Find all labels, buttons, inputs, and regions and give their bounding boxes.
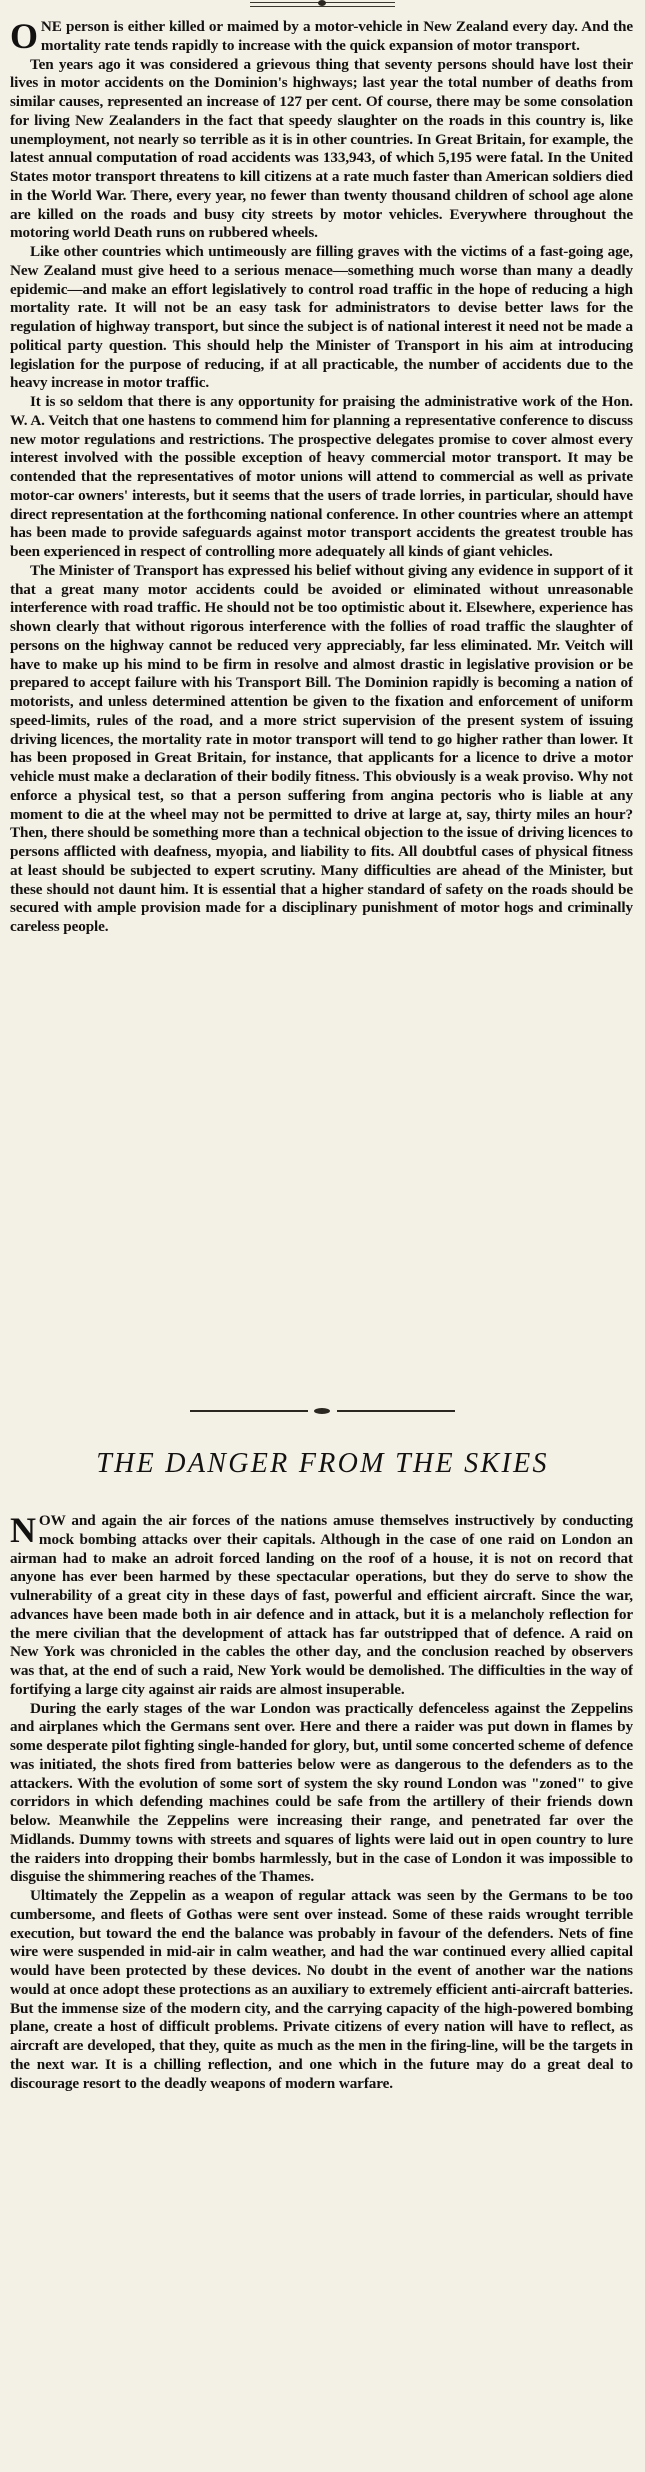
top-rule-ornament xyxy=(318,0,326,6)
drop-cap: N xyxy=(10,1512,36,1550)
article-paragraph: Like other countries which untimeously are filling graves with the victims of a fast-going age, New Zealand must give heed to a serious menace—something much worse than many a deadly epidemic—and make an effort legislatively to control road traffic in the hope of reducing a high mortality rate. It will not be an easy task for administrators to devise better laws for the regulation of highway transport, but since the subject is of national interest it need not be made a political party question. This should help the Minister of Transport in his aim at introducing legislation for the purpose of reducing, if at all practicable, the number of accidents due to the heavy increase in motor traffic. xyxy=(10,243,633,392)
section-divider xyxy=(190,1408,455,1414)
article-paragraph: Ultimately the Zeppelin as a weapon of regular attack was seen by the Germans to be too cumbersome, and fleets of Gothas were sent over instead. Some of these raids wrought terrible execution, but toward the end the balance was probably in favour of the defenders. Nets of fine wire were suspended in mid-air in calm weather, and had the war continued every allied capital would have been protected by these devices. No doubt in the event of another war the nations would at once adopt these protections as an auxiliary to extremely efficient anti-aircraft batteries. But the immense size of the modern city, and the carrying capacity of the high-powered bombing plane, create a host of difficult problems. Private citizens of every nation will have to reflect, as aircraft are developed, that they, quite as much as the men in the firing-line, will be the targets in the next war. It is a chilling reflection, and one which in the future may do a great deal to discourage resort to the deadly weapons of modern warfare. xyxy=(10,1887,633,2092)
article-paragraph: Ten years ago it was considered a grievous thing that seventy persons should have lost their lives in motor accidents on the Dominion's highways; last year the total number of deaths from similar causes, represented an increase of 127 per cent. Of course, there may be some consolation for living New Zealanders in the fact that speedy slaughter on the roads in this country is, like unemployment, not nearly so terrible as it is in other countries. In Great Britain, for example, the latest annual computation of road accidents was 133,943, of which 5,195 were fatal. In the United States motor transport threatens to kill citizens at a rate much faster than American soldiers died in the World War. There, every year, no fewer than twenty thousand children of school age alone are killed on the roads and busy city streets by motor vehicles. Everywhere throughout the motoring world Death runs on rubbered wheels. xyxy=(10,55,633,242)
article-paragraph xyxy=(10,1512,633,1700)
article-headline: THE DANGER FROM THE SKIES xyxy=(96,1448,549,1479)
article-paragraph: It is so seldom that there is any opportunity for praising the administrative work of the Hon. W. A. Veitch that one hastens to commend him for planning a representative conference to discuss new motor regulations and restrictions. The prospective delegates promise to cover almost every interest involved with the possible exception of heavy commercial motor transport. It may be contended that the representatives of motor unions will attend to commercial as well as private motor-car owners' interests, but it seems that the users of trade lorries, in particular, should have direct representation at the forthcoming national conference. In other countries where an attempt has been made to provide safeguards against motor transport accidents the greatest trouble has been experienced in respect of controlling more adequately all kinds of giant vehicles. xyxy=(10,393,633,560)
paragraph-text: OW and again the air forces of the nations amuse themselves instructively by conducting mock bombing attacks over their capitals. Although in the case of one raid on London an airman had to make an adroit forced landing on the roof of a house, it is not on record that anyone has ever been harmed by these spectacular operations, but they do serve to show the vulnerability of a great city in these days of fast, powerful and efficient aircraft. Since the war, advances have been made both in air defence and in attack, but it is a melancholy reflection for the mere civilian that the development of attack has far outstripped that of defence. A raid on New York was chronicled in the cables the other day, and the conclusion reached by observers was that, at the end of such a raid, New York would be demolished. The difficulties in the way of fortifying a large city against air raids are almost insuperable. xyxy=(10,1512,633,1698)
article-paragraph xyxy=(10,18,633,56)
article-motor-accidents xyxy=(10,18,633,1378)
divider-line-left xyxy=(190,1410,308,1412)
article-paragraph: During the early stages of the war London was practically defenceless against the Zeppelins and airplanes which the Germans sent over. Here and there a raider was put down in flames by some desperate pilot fighting single-handed for glory, but, until some concerted scheme of defence was initiated, the shots fired from batteries below were as dangerous to the defenders as to the attackers. With the evolution of some sort of system the sky round London was "zoned" to give corridors in which defending machines could be safe from the artillery of their friends down below. Meanwhile the Zeppelins were increasing their range, and penetrated far over the Midlands. Dummy towns with streets and squares of lights were laid out in open country to lure the raiders into dropping their bombs harmlessly, but in the case of London it was impossible to disguise the shimmering reaches of the Thames. xyxy=(10,1699,633,1886)
article-danger-from-skies xyxy=(10,1512,633,2468)
divider-ornament xyxy=(314,1408,330,1414)
paragraph-text: NE person is either killed or maimed by a motor-vehicle in New Zealand every day. And the mortality rate tends rapidly to increase with the quick expansion of motor transport. xyxy=(40,18,633,54)
drop-cap: O xyxy=(10,18,38,56)
divider-line-right xyxy=(337,1410,455,1412)
article-paragraph: The Minister of Transport has expressed his belief without giving any evidence in support of it that a great many motor accidents could be avoided or eliminated without unreasonable interference with road traffic. He should not be too optimistic about it. Elsewhere, experience has shown clearly that without rigorous interference with the follies of road traffic the slaughter of persons on the highway cannot be reduced very appreciably, far less eliminated. Mr. Veitch will have to make up his mind to be firm in resolve and almost drastic in legislative provision or be prepared to accept failure with his Transport Bill. The Dominion rapidly is becoming a nation of motorists, and unless determined attention be given to the fixation and enforcement of uniform speed-limits, rules of the road, and a more strict supervision of the present system of issuing driving licences, the mortality rate in motor transport will tend to go higher rather than lower. It has been proposed in Great Britain, for instance, that applicants for a licence to drive a motor vehicle must make a declaration of their bodily fitness. This obviously is a weak proviso. Why not enforce a physical test, so that a person suffering from angina pectoris who is liable at any moment to die at the wheel may not be permitted to drive at large at, say, thirty miles an hour? Then, there should be something more than a technical objection to the issue of driving licences to persons afflicted with deafness, myopia, and liability to fits. All doubtful cases of physical fitness at least should be subjected to expert scrutiny. Many difficulties are ahead of the Minister, but these should not daunt him. It is essential that a higher standard of safety on the roads should be secured with ample provision made for a disciplinary punishment of motor hogs and criminally careless people. xyxy=(10,561,633,935)
